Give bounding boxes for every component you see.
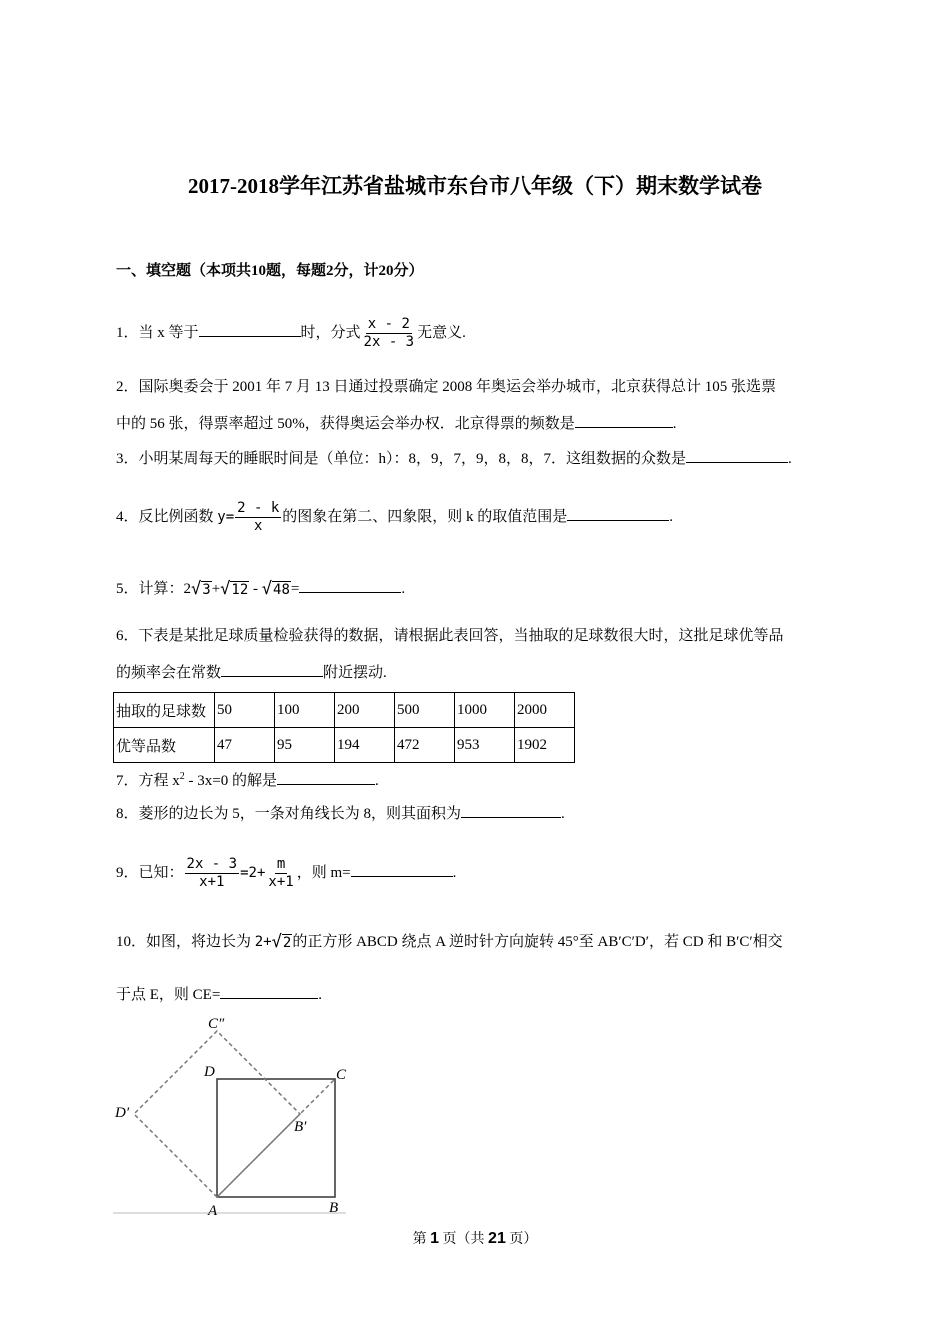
q10-answer-blank[interactable] <box>220 984 318 999</box>
question-8 <box>116 803 565 824</box>
q5-minus: - <box>249 581 262 597</box>
page-title: 2017-2018学年江苏省盐城市东台市八年级（下）期末数学试卷 <box>188 174 762 198</box>
q9-equals: =2+ <box>240 864 266 881</box>
q3-text: 3．小明某周每天的睡眠时间是（单位：h）：8，9，7，9，8，8，7．这组数据的众数是 <box>116 451 687 467</box>
q2-answer-blank[interactable] <box>575 413 673 428</box>
table-cell: 95 <box>275 728 335 763</box>
footer-mid: 页（共 <box>439 1232 489 1247</box>
question-6-line-2 <box>116 662 387 683</box>
q7-exponent: 2 <box>179 771 185 782</box>
q4-y: y= <box>217 508 235 525</box>
label-a: A <box>208 1203 218 1219</box>
table-cell: 1000 <box>455 693 515 728</box>
q10-prefix: 10．如图，将边长为 <box>116 934 255 950</box>
q9-numerator-2: m <box>276 856 286 872</box>
question-9 <box>116 856 456 891</box>
page-footer <box>0 1228 950 1248</box>
q4-denominator: x <box>253 518 263 534</box>
q10-suffix: . <box>318 987 323 1003</box>
table-cell: 47 <box>215 728 275 763</box>
label-c-prime: C″ <box>208 1016 225 1032</box>
q10-radicand: 2 <box>282 935 292 952</box>
section-heading: 一、填空题（本项共10题，每题2分，计20分） <box>116 263 424 279</box>
table-cell: 100 <box>275 693 335 728</box>
q5-equals: = <box>290 581 300 597</box>
q6-suffix: 附近摆动. <box>323 665 387 681</box>
q5-prefix: 5．计算：2 <box>116 581 192 597</box>
q1-mid: 时，分式 <box>300 324 361 341</box>
q1-fraction <box>362 316 417 351</box>
q1-prefix: 1．当 x 等于 <box>116 324 199 341</box>
q8-text: 8．菱形的边长为 5，一条对角线长为 8，则其面积为 <box>116 806 462 822</box>
table-cell: 2000 <box>515 693 575 728</box>
question-1 <box>116 316 466 351</box>
footer-suffix: 页） <box>505 1232 538 1247</box>
q7-suffix: . <box>374 773 379 789</box>
question-10-line-1 <box>116 932 783 952</box>
q4-mid: 的图象在第二、四象限，则 k 的取值范围是 <box>282 508 568 525</box>
q9-mid: ，则 m= <box>296 864 351 881</box>
label-b-prime: B′ <box>294 1119 307 1135</box>
table-cell: 472 <box>395 728 455 763</box>
q1-answer-blank[interactable] <box>199 322 301 337</box>
table-row <box>114 693 575 728</box>
q2-suffix: . <box>672 416 677 432</box>
table-cell: 200 <box>335 693 395 728</box>
question-2-line-1: 2．国际奥委会于 2001 年 7 月 13 日通过投票确定 2008 年奥运会举办城市，北京获得总计 105 张选票 <box>116 379 777 395</box>
q7-mid: - 3x=0 的解是 <box>184 773 277 789</box>
q5-radicand-1: 3 <box>202 582 211 599</box>
data-table <box>113 692 575 763</box>
table-row <box>114 728 575 763</box>
q8-suffix: . <box>561 806 565 822</box>
question-6-line-1: 6．下表是某批足球质量检验获得的数据，请根据此表回答，当抽取的足球数很大时，这批足球优等品 <box>116 628 784 644</box>
table-cell: 953 <box>455 728 515 763</box>
q5-sqrt-2: √ 12 <box>220 579 249 600</box>
table-cell: 1902 <box>515 728 575 763</box>
q4-prefix: 4．反比例函数 <box>116 508 218 525</box>
q3-answer-blank[interactable] <box>686 448 788 463</box>
q5-radicand-2: 12 <box>231 582 249 599</box>
question-10-line-2 <box>116 984 322 1005</box>
label-c: C <box>336 1067 347 1083</box>
footer-page-number: 1 <box>430 1230 440 1247</box>
q9-fraction-1 <box>185 856 240 891</box>
q6-answer-blank[interactable] <box>221 662 323 677</box>
q9-fraction-2 <box>266 856 295 891</box>
q8-answer-blank[interactable] <box>461 803 561 818</box>
question-3 <box>116 448 792 469</box>
label-d-prime: D′ <box>115 1105 130 1121</box>
q6-text: 的频率会在常数 <box>116 665 222 681</box>
label-d: D <box>204 1064 215 1080</box>
q9-numerator-1: 2x - 3 <box>186 856 238 872</box>
q9-answer-blank[interactable] <box>351 862 453 877</box>
q7-prefix: 7．方程 x <box>116 773 180 789</box>
q5-suffix: . <box>401 581 406 597</box>
table-cell: 抽取的足球数 <box>114 693 215 728</box>
q4-suffix: . <box>669 508 674 525</box>
question-5 <box>116 578 405 599</box>
q2-text: 中的 56 张，得票率超过 50%，获得奥运会举办权．北京得票的频数是 <box>116 416 575 432</box>
q4-answer-blank[interactable] <box>567 506 669 521</box>
footer-total-pages: 21 <box>488 1230 506 1247</box>
q3-suffix: . <box>788 451 792 467</box>
q1-numerator: x - 2 <box>367 316 410 332</box>
q10-line-2-text: 于点 E，则 CE= <box>116 987 221 1003</box>
table-cell: 194 <box>335 728 395 763</box>
q5-plus: + <box>211 581 221 597</box>
question-2-line-2 <box>116 413 677 434</box>
q1-suffix: 无意义. <box>417 324 466 341</box>
q10-line-1-text: 的正方形 ABCD 绕点 A 逆时针方向旋转 45°至 AB′C′D′，若 CD 和 B′C′相交 <box>292 934 783 950</box>
q9-prefix: 9．已知： <box>116 864 184 881</box>
table-cell: 优等品数 <box>114 728 215 763</box>
rotated-square-figure <box>110 1010 350 1220</box>
q5-sqrt-3: √ 48 <box>261 579 290 600</box>
q4-numerator: 2 - k <box>237 500 280 516</box>
question-7 <box>116 767 379 791</box>
q5-radicand-3: 48 <box>273 582 290 599</box>
q9-suffix: . <box>452 864 457 881</box>
table-cell: 500 <box>395 693 455 728</box>
label-b: B <box>329 1200 339 1216</box>
q5-answer-blank[interactable] <box>299 578 401 593</box>
q9-denominator-1: x+1 <box>199 874 225 890</box>
q7-answer-blank[interactable] <box>277 770 375 785</box>
footer-prefix: 第 <box>412 1232 431 1247</box>
question-4 <box>116 500 673 535</box>
table-cell: 50 <box>215 693 275 728</box>
q10-sqrt: √ 2 <box>271 932 292 953</box>
q4-fraction <box>235 500 281 535</box>
q5-sqrt-1: √ 3 <box>191 579 211 600</box>
q10-value: 2+ <box>254 934 272 950</box>
q9-denominator-2: x+1 <box>268 874 294 890</box>
q1-denominator: 2x - 3 <box>363 334 415 350</box>
